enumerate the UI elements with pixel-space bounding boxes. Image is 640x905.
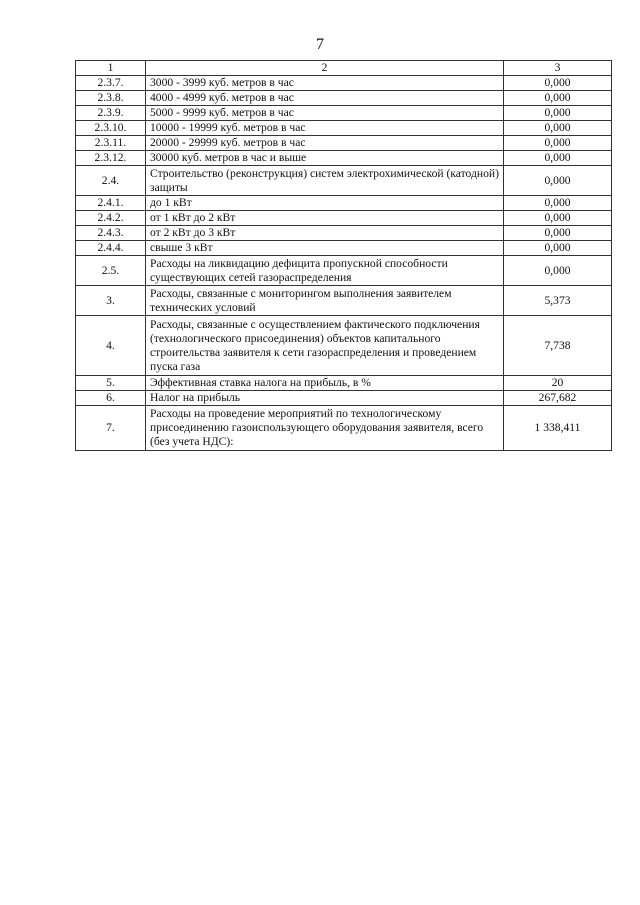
table-row <box>76 106 612 121</box>
row-name: 3000 - 3999 куб. метров в час <box>146 76 504 91</box>
row-value: 0,000 <box>504 226 612 241</box>
row-value: 267,682 <box>504 391 612 406</box>
row-value: 0,000 <box>504 211 612 226</box>
row-name: 30000 куб. метров в час и выше <box>146 151 504 166</box>
table-row <box>76 166 612 196</box>
row-name: Расходы на ликвидацию дефицита пропускной способности существующих сетей газораспределения <box>146 256 504 286</box>
row-value: 7,738 <box>504 316 612 376</box>
row-number: 4. <box>76 316 146 376</box>
row-name: свыше 3 кВт <box>146 241 504 256</box>
table-row <box>76 151 612 166</box>
row-value: 0,000 <box>504 241 612 256</box>
table-row <box>76 241 612 256</box>
row-value: 0,000 <box>504 166 612 196</box>
table-row <box>76 286 612 316</box>
table-header-row <box>76 61 612 76</box>
row-name: 5000 - 9999 куб. метров в час <box>146 106 504 121</box>
row-number: 2.4.2. <box>76 211 146 226</box>
table-row <box>76 406 612 451</box>
row-name: Расходы, связанные с осуществлением фактического подключения (технологического присоединения) объектов капитального строительства заявителя к сети газораспределения и проведением пуска газа <box>146 316 504 376</box>
row-number: 6. <box>76 391 146 406</box>
table-row <box>76 91 612 106</box>
row-name: Эффективная ставка налога на прибыль, в % <box>146 376 504 391</box>
page-number: 7 <box>316 36 324 53</box>
column-header-number: 1 <box>76 61 146 76</box>
row-number: 2.4.4. <box>76 241 146 256</box>
row-value: 0,000 <box>504 196 612 211</box>
column-header-name: 2 <box>146 61 504 76</box>
row-name: Строительство (реконструкция) систем электрохимической (катодной) защиты <box>146 166 504 196</box>
row-value: 1 338,411 <box>504 406 612 451</box>
row-name: 20000 - 29999 куб. метров в час <box>146 136 504 151</box>
row-number: 5. <box>76 376 146 391</box>
row-name: Налог на прибыль <box>146 391 504 406</box>
row-value: 0,000 <box>504 76 612 91</box>
row-value: 0,000 <box>504 91 612 106</box>
row-value: 0,000 <box>504 151 612 166</box>
table-row <box>76 76 612 91</box>
table-row <box>76 211 612 226</box>
column-header-value: 3 <box>504 61 612 76</box>
row-number: 2.3.12. <box>76 151 146 166</box>
row-number: 2.5. <box>76 256 146 286</box>
row-value: 20 <box>504 376 612 391</box>
row-value: 0,000 <box>504 136 612 151</box>
row-value: 0,000 <box>504 106 612 121</box>
row-number: 2.3.9. <box>76 106 146 121</box>
row-number: 2.4. <box>76 166 146 196</box>
table-row <box>76 391 612 406</box>
row-name: Расходы на проведение мероприятий по технологическому присоединению газоиспользующего оборудования заявителя, всего (без учета НДС): <box>146 406 504 451</box>
table-row <box>76 256 612 286</box>
row-number: 2.3.7. <box>76 76 146 91</box>
table-row <box>76 226 612 241</box>
row-number: 3. <box>76 286 146 316</box>
table-row <box>76 196 612 211</box>
table-row <box>76 136 612 151</box>
row-number: 2.4.3. <box>76 226 146 241</box>
row-value: 0,000 <box>504 121 612 136</box>
row-value: 0,000 <box>504 256 612 286</box>
row-number: 2.3.8. <box>76 91 146 106</box>
row-name: до 1 кВт <box>146 196 504 211</box>
table-row <box>76 121 612 136</box>
cost-table <box>75 60 612 451</box>
row-number: 2.3.11. <box>76 136 146 151</box>
row-name: от 2 кВт до 3 кВт <box>146 226 504 241</box>
row-name: Расходы, связанные с мониторингом выполнения заявителем технических условий <box>146 286 504 316</box>
row-number: 2.4.1. <box>76 196 146 211</box>
row-name: от 1 кВт до 2 кВт <box>146 211 504 226</box>
row-value: 5,373 <box>504 286 612 316</box>
table-row <box>76 316 612 376</box>
table-row <box>76 376 612 391</box>
row-number: 2.3.10. <box>76 121 146 136</box>
row-number: 7. <box>76 406 146 451</box>
row-name: 10000 - 19999 куб. метров в час <box>146 121 504 136</box>
row-name: 4000 - 4999 куб. метров в час <box>146 91 504 106</box>
